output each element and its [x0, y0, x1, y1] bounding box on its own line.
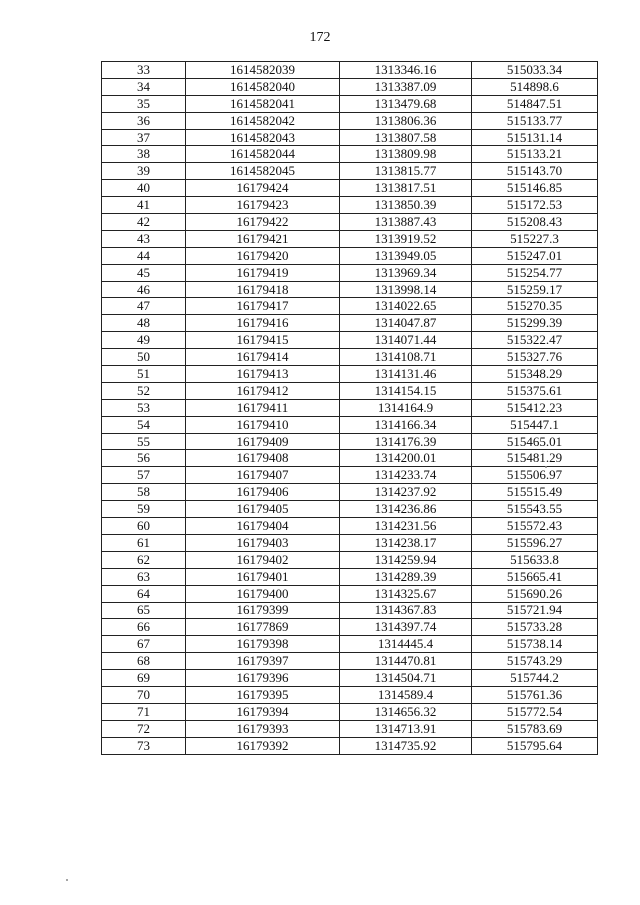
- table-row: [102, 298, 598, 315]
- y-coordinate-cell: 515327.76: [472, 349, 598, 366]
- x-coordinate-cell: 1314397.74: [340, 619, 472, 636]
- table-row: [102, 416, 598, 433]
- table-row: [102, 197, 598, 214]
- row-number-cell: 59: [102, 501, 186, 518]
- y-coordinate-cell: 515208.43: [472, 214, 598, 231]
- row-number-cell: 63: [102, 568, 186, 585]
- table-row: [102, 703, 598, 720]
- table-row: [102, 264, 598, 281]
- row-number-cell: 53: [102, 399, 186, 416]
- point-id-cell: 16179398: [186, 636, 340, 653]
- x-coordinate-cell: 1313809.98: [340, 146, 472, 163]
- point-id-cell: 16179422: [186, 214, 340, 231]
- point-id-cell: 16179408: [186, 450, 340, 467]
- x-coordinate-cell: 1313949.05: [340, 247, 472, 264]
- point-id-cell: 16179410: [186, 416, 340, 433]
- table-row: [102, 78, 598, 95]
- row-number-cell: 60: [102, 518, 186, 535]
- x-coordinate-cell: 1314131.46: [340, 366, 472, 383]
- point-id-cell: 16179392: [186, 737, 340, 754]
- table-row: [102, 366, 598, 383]
- table-row: [102, 653, 598, 670]
- x-coordinate-cell: 1314504.71: [340, 670, 472, 687]
- row-number-cell: 67: [102, 636, 186, 653]
- row-number-cell: 64: [102, 585, 186, 602]
- y-coordinate-cell: 515738.14: [472, 636, 598, 653]
- row-number-cell: 45: [102, 264, 186, 281]
- y-coordinate-cell: 515721.94: [472, 602, 598, 619]
- x-coordinate-cell: 1314470.81: [340, 653, 472, 670]
- x-coordinate-cell: 1314154.15: [340, 382, 472, 399]
- point-id-cell: 16179394: [186, 703, 340, 720]
- x-coordinate-cell: 1313346.16: [340, 62, 472, 79]
- table-row: [102, 619, 598, 636]
- row-number-cell: 34: [102, 78, 186, 95]
- y-coordinate-cell: 515412.23: [472, 399, 598, 416]
- y-coordinate-cell: 515633.8: [472, 551, 598, 568]
- y-coordinate-cell: 515133.21: [472, 146, 598, 163]
- y-coordinate-cell: 514847.51: [472, 95, 598, 112]
- row-number-cell: 44: [102, 247, 186, 264]
- x-coordinate-cell: 1313479.68: [340, 95, 472, 112]
- x-coordinate-cell: 1314233.74: [340, 467, 472, 484]
- x-coordinate-cell: 1314231.56: [340, 518, 472, 535]
- y-coordinate-cell: 515665.41: [472, 568, 598, 585]
- y-coordinate-cell: 515783.69: [472, 720, 598, 737]
- x-coordinate-cell: 1313387.09: [340, 78, 472, 95]
- y-coordinate-cell: 515322.47: [472, 332, 598, 349]
- table-row: [102, 180, 598, 197]
- row-number-cell: 57: [102, 467, 186, 484]
- point-id-cell: 1614582040: [186, 78, 340, 95]
- table-row: [102, 720, 598, 737]
- x-coordinate-cell: 1314445.4: [340, 636, 472, 653]
- y-coordinate-cell: 515375.61: [472, 382, 598, 399]
- row-number-cell: 46: [102, 281, 186, 298]
- point-id-cell: 16179407: [186, 467, 340, 484]
- row-number-cell: 56: [102, 450, 186, 467]
- row-number-cell: 36: [102, 112, 186, 129]
- x-coordinate-cell: 1314108.71: [340, 349, 472, 366]
- table-row: [102, 214, 598, 231]
- point-id-cell: 16179413: [186, 366, 340, 383]
- point-id-cell: 1614582043: [186, 129, 340, 146]
- y-coordinate-cell: 515744.2: [472, 670, 598, 687]
- row-number-cell: 35: [102, 95, 186, 112]
- x-coordinate-cell: 1314656.32: [340, 703, 472, 720]
- row-number-cell: 70: [102, 686, 186, 703]
- point-id-cell: 16179402: [186, 551, 340, 568]
- table-row: [102, 230, 598, 247]
- point-id-cell: 16179393: [186, 720, 340, 737]
- y-coordinate-cell: 515270.35: [472, 298, 598, 315]
- x-coordinate-cell: 1313850.39: [340, 197, 472, 214]
- row-number-cell: 73: [102, 737, 186, 754]
- row-number-cell: 48: [102, 315, 186, 332]
- table-row: [102, 467, 598, 484]
- x-coordinate-cell: 1314367.83: [340, 602, 472, 619]
- row-number-cell: 62: [102, 551, 186, 568]
- point-id-cell: 16179411: [186, 399, 340, 416]
- row-number-cell: 68: [102, 653, 186, 670]
- row-number-cell: 43: [102, 230, 186, 247]
- row-number-cell: 54: [102, 416, 186, 433]
- y-coordinate-cell: 515506.97: [472, 467, 598, 484]
- table-row: [102, 129, 598, 146]
- table-row: [102, 382, 598, 399]
- row-number-cell: 71: [102, 703, 186, 720]
- point-id-cell: 16179396: [186, 670, 340, 687]
- y-coordinate-cell: 515247.01: [472, 247, 598, 264]
- table-row: [102, 62, 598, 79]
- table-row: [102, 501, 598, 518]
- y-coordinate-cell: 515033.34: [472, 62, 598, 79]
- table-row: [102, 737, 598, 754]
- x-coordinate-cell: 1313969.34: [340, 264, 472, 281]
- y-coordinate-cell: 515761.36: [472, 686, 598, 703]
- x-coordinate-cell: 1314022.65: [340, 298, 472, 315]
- table-row: [102, 484, 598, 501]
- row-number-cell: 58: [102, 484, 186, 501]
- row-number-cell: 37: [102, 129, 186, 146]
- page-number: 172: [309, 30, 331, 45]
- y-coordinate-cell: 514898.6: [472, 78, 598, 95]
- x-coordinate-cell: 1314166.34: [340, 416, 472, 433]
- y-coordinate-cell: 515572.43: [472, 518, 598, 535]
- row-number-cell: 47: [102, 298, 186, 315]
- table-row: [102, 281, 598, 298]
- y-coordinate-cell: 515133.77: [472, 112, 598, 129]
- coordinates-table-body: [102, 62, 598, 755]
- table-row: [102, 247, 598, 264]
- scan-speck: [66, 879, 68, 881]
- y-coordinate-cell: 515772.54: [472, 703, 598, 720]
- y-coordinate-cell: 515465.01: [472, 433, 598, 450]
- x-coordinate-cell: 1314325.67: [340, 585, 472, 602]
- point-id-cell: 16179424: [186, 180, 340, 197]
- y-coordinate-cell: 515143.70: [472, 163, 598, 180]
- y-coordinate-cell: 515596.27: [472, 534, 598, 551]
- y-coordinate-cell: 515733.28: [472, 619, 598, 636]
- x-coordinate-cell: 1314713.91: [340, 720, 472, 737]
- table-row: [102, 670, 598, 687]
- point-id-cell: 16177869: [186, 619, 340, 636]
- table-row: [102, 349, 598, 366]
- table-row: [102, 534, 598, 551]
- x-coordinate-cell: 1314259.94: [340, 551, 472, 568]
- y-coordinate-cell: 515172.53: [472, 197, 598, 214]
- x-coordinate-cell: 1314289.39: [340, 568, 472, 585]
- x-coordinate-cell: 1314164.9: [340, 399, 472, 416]
- row-number-cell: 49: [102, 332, 186, 349]
- point-id-cell: 16179414: [186, 349, 340, 366]
- point-id-cell: 16179406: [186, 484, 340, 501]
- x-coordinate-cell: 1314589.4: [340, 686, 472, 703]
- y-coordinate-cell: 515131.14: [472, 129, 598, 146]
- point-id-cell: 16179395: [186, 686, 340, 703]
- x-coordinate-cell: 1314238.17: [340, 534, 472, 551]
- table-row: [102, 146, 598, 163]
- row-number-cell: 33: [102, 62, 186, 79]
- x-coordinate-cell: 1313817.51: [340, 180, 472, 197]
- y-coordinate-cell: 515447.1: [472, 416, 598, 433]
- point-id-cell: 16179423: [186, 197, 340, 214]
- row-number-cell: 50: [102, 349, 186, 366]
- row-number-cell: 41: [102, 197, 186, 214]
- row-number-cell: 72: [102, 720, 186, 737]
- table-row: [102, 163, 598, 180]
- y-coordinate-cell: 515254.77: [472, 264, 598, 281]
- table-row: [102, 112, 598, 129]
- x-coordinate-cell: 1314237.92: [340, 484, 472, 501]
- y-coordinate-cell: 515481.29: [472, 450, 598, 467]
- point-id-cell: 16179416: [186, 315, 340, 332]
- row-number-cell: 65: [102, 602, 186, 619]
- table-row: [102, 399, 598, 416]
- row-number-cell: 39: [102, 163, 186, 180]
- x-coordinate-cell: 1313998.14: [340, 281, 472, 298]
- point-id-cell: 1614582041: [186, 95, 340, 112]
- point-id-cell: 16179420: [186, 247, 340, 264]
- x-coordinate-cell: 1313887.43: [340, 214, 472, 231]
- y-coordinate-cell: 515299.39: [472, 315, 598, 332]
- point-id-cell: 16179409: [186, 433, 340, 450]
- row-number-cell: 38: [102, 146, 186, 163]
- table-row: [102, 636, 598, 653]
- point-id-cell: 16179419: [186, 264, 340, 281]
- point-id-cell: 16179421: [186, 230, 340, 247]
- row-number-cell: 42: [102, 214, 186, 231]
- table-row: [102, 568, 598, 585]
- point-id-cell: 16179403: [186, 534, 340, 551]
- table-row: [102, 95, 598, 112]
- point-id-cell: 16179400: [186, 585, 340, 602]
- point-id-cell: 16179418: [186, 281, 340, 298]
- point-id-cell: 16179415: [186, 332, 340, 349]
- y-coordinate-cell: 515146.85: [472, 180, 598, 197]
- point-id-cell: 1614582042: [186, 112, 340, 129]
- table-row: [102, 602, 598, 619]
- y-coordinate-cell: 515227.3: [472, 230, 598, 247]
- point-id-cell: 16179401: [186, 568, 340, 585]
- point-id-cell: 16179399: [186, 602, 340, 619]
- point-id-cell: 1614582044: [186, 146, 340, 163]
- point-id-cell: 1614582045: [186, 163, 340, 180]
- row-number-cell: 69: [102, 670, 186, 687]
- table-row: [102, 433, 598, 450]
- y-coordinate-cell: 515515.49: [472, 484, 598, 501]
- x-coordinate-cell: 1313815.77: [340, 163, 472, 180]
- x-coordinate-cell: 1313919.52: [340, 230, 472, 247]
- row-number-cell: 55: [102, 433, 186, 450]
- x-coordinate-cell: 1314236.86: [340, 501, 472, 518]
- x-coordinate-cell: 1314200.01: [340, 450, 472, 467]
- coordinates-table: [101, 61, 598, 755]
- x-coordinate-cell: 1313806.36: [340, 112, 472, 129]
- table-row: [102, 551, 598, 568]
- table-row: [102, 332, 598, 349]
- row-number-cell: 52: [102, 382, 186, 399]
- y-coordinate-cell: 515690.26: [472, 585, 598, 602]
- point-id-cell: 16179417: [186, 298, 340, 315]
- table-row: [102, 585, 598, 602]
- row-number-cell: 51: [102, 366, 186, 383]
- table-row: [102, 450, 598, 467]
- y-coordinate-cell: 515795.64: [472, 737, 598, 754]
- x-coordinate-cell: 1314047.87: [340, 315, 472, 332]
- table-row: [102, 518, 598, 535]
- row-number-cell: 66: [102, 619, 186, 636]
- x-coordinate-cell: 1314735.92: [340, 737, 472, 754]
- y-coordinate-cell: 515743.29: [472, 653, 598, 670]
- x-coordinate-cell: 1314071.44: [340, 332, 472, 349]
- row-number-cell: 61: [102, 534, 186, 551]
- point-id-cell: 16179412: [186, 382, 340, 399]
- y-coordinate-cell: 515259.17: [472, 281, 598, 298]
- table-row: [102, 315, 598, 332]
- point-id-cell: 1614582039: [186, 62, 340, 79]
- point-id-cell: 16179397: [186, 653, 340, 670]
- point-id-cell: 16179405: [186, 501, 340, 518]
- x-coordinate-cell: 1314176.39: [340, 433, 472, 450]
- table-row: [102, 686, 598, 703]
- x-coordinate-cell: 1313807.58: [340, 129, 472, 146]
- y-coordinate-cell: 515543.55: [472, 501, 598, 518]
- y-coordinate-cell: 515348.29: [472, 366, 598, 383]
- scan-speck: [545, 466, 547, 468]
- row-number-cell: 40: [102, 180, 186, 197]
- point-id-cell: 16179404: [186, 518, 340, 535]
